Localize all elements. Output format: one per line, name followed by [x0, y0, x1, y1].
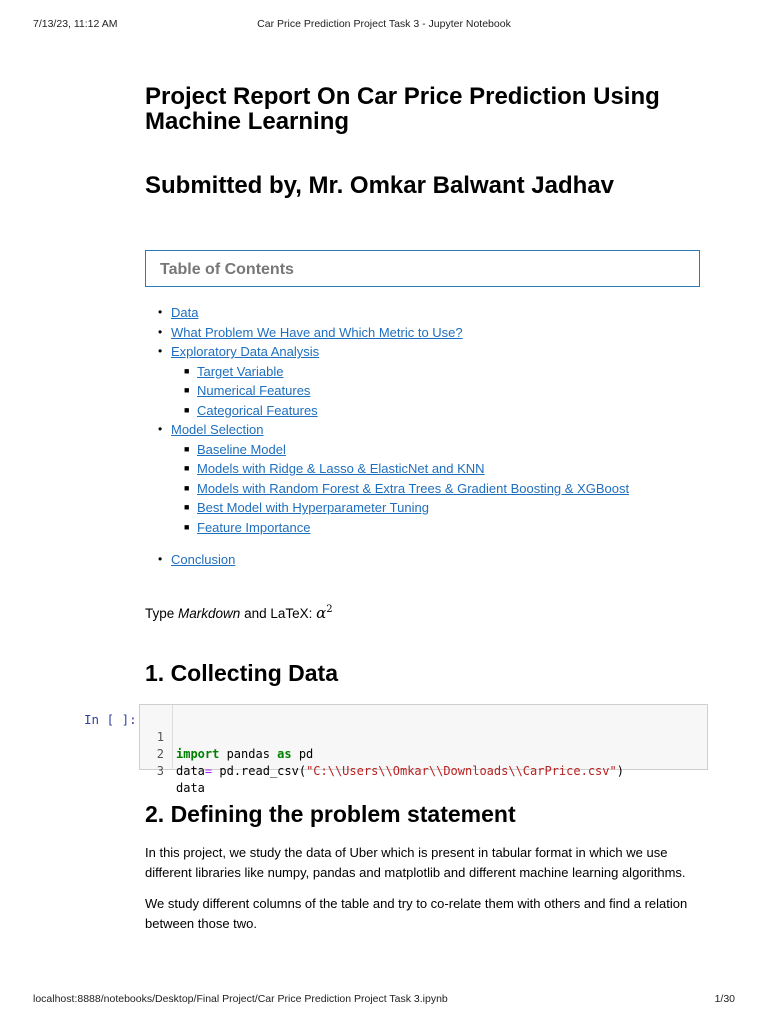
code-cell[interactable] — [139, 704, 708, 795]
toc-link-numerical-features[interactable]: Numerical Features — [197, 383, 311, 398]
print-datetime: 7/13/23, 11:12 AM — [33, 18, 118, 30]
keyword-token: import — [176, 747, 220, 761]
bullet-icon: • — [158, 305, 163, 319]
bullet-icon: • — [158, 552, 163, 566]
square-bullet-icon: ■ — [184, 385, 190, 395]
toc-link-ridge-lasso[interactable]: Models with Ridge & Lasso & ElasticNet and KNN — [197, 461, 485, 476]
bullet-icon: • — [158, 324, 163, 339]
latex-math — [316, 604, 333, 622]
math-sup: 2 — [326, 604, 333, 615]
string-token: "C:\\Users\\Omkar\\Downloads\\CarPrice.csv" — [306, 764, 617, 778]
cell-prompt: In [ ]: — [84, 712, 137, 727]
math-base: α — [316, 604, 327, 622]
code-token: ) — [616, 764, 624, 778]
code-token: pd.read_csv( — [212, 764, 307, 778]
code-token: pd — [291, 747, 314, 761]
print-url: localhost:8888/notebooks/Desktop/Final Project/Car Price Prediction Project Task 3.ipynb — [33, 993, 448, 1005]
problem-paragraph-2: We study different columns of the table and try to co-relate them with others and find a relation between those two. — [145, 896, 688, 931]
keyword-token: as — [277, 747, 292, 761]
report-title-line1: Project Report On Car Price Prediction Using — [145, 83, 660, 110]
print-doc-title: Car Price Prediction Project Task 3 - Jupyter Notebook — [257, 18, 511, 30]
section-heading-collecting-data: 1. Collecting Data — [145, 660, 338, 686]
md-middle: and LaTeX: — [240, 606, 317, 621]
bullet-icon: • — [158, 344, 163, 358]
section-heading-problem-statement: 2. Defining the problem statement — [145, 801, 516, 827]
report-title-line2: Machine Learning — [145, 108, 350, 135]
code-editor[interactable] — [140, 712, 624, 795]
toc-link-model-selection[interactable]: Model Selection — [171, 422, 264, 437]
report-title — [145, 84, 725, 134]
square-bullet-icon: ■ — [184, 482, 190, 493]
toc-heading: Table of Contents — [160, 261, 294, 278]
toc-link-eda[interactable]: Exploratory Data Analysis — [171, 344, 320, 359]
operator-token: = — [204, 764, 213, 778]
square-bullet-icon: ■ — [184, 443, 190, 454]
toc-link-problem-metric[interactable]: What Problem We Have and Which Metric to Use? — [171, 324, 463, 340]
code-token: pandas — [219, 747, 278, 761]
line-number: 3 — [156, 764, 164, 778]
toc-link-feature-importance[interactable]: Feature Importance — [197, 519, 311, 535]
code-token: data — [176, 764, 205, 778]
code-line — [140, 712, 314, 761]
toc-link-data[interactable]: Data — [171, 305, 199, 320]
line-number: 2 — [156, 747, 164, 761]
line-number: 1 — [156, 730, 164, 744]
problem-paragraph-1: In this project, we study the data of Uber which is present in tabular format in which we use different libraries like numpy, pandas and matplotlib and different machine learning algorithms. — [145, 845, 686, 880]
md-prefix: Type — [145, 606, 179, 621]
square-bullet-icon: ■ — [184, 365, 190, 376]
md-emph: Markdown — [178, 606, 241, 621]
toc-link-random-forest[interactable]: Models with Random Forest & Extra Trees & Gradient Boosting & XGBoost — [197, 480, 630, 496]
toc-box — [145, 250, 700, 287]
bullet-icon: • — [158, 422, 163, 436]
toc-link-baseline-model[interactable]: Baseline Model — [197, 441, 286, 457]
markdown-latex-line — [145, 604, 333, 622]
square-bullet-icon: ■ — [184, 502, 190, 512]
square-bullet-icon: ■ — [184, 463, 190, 473]
toc-link-conclusion[interactable]: Conclusion — [171, 552, 236, 567]
square-bullet-icon: ■ — [184, 404, 190, 415]
toc-link-hyperparameter-tuning[interactable]: Best Model with Hyperparameter Tuning — [197, 500, 429, 515]
code-token: data — [176, 781, 205, 795]
toc-link-target-variable[interactable]: Target Variable — [197, 363, 284, 379]
square-bullet-icon: ■ — [184, 521, 190, 532]
toc-link-categorical-features[interactable]: Categorical Features — [197, 402, 318, 418]
print-page-number: 1/30 — [714, 993, 735, 1005]
submitted-by-heading: Submitted by, Mr. Omkar Balwant Jadhav — [145, 172, 615, 199]
